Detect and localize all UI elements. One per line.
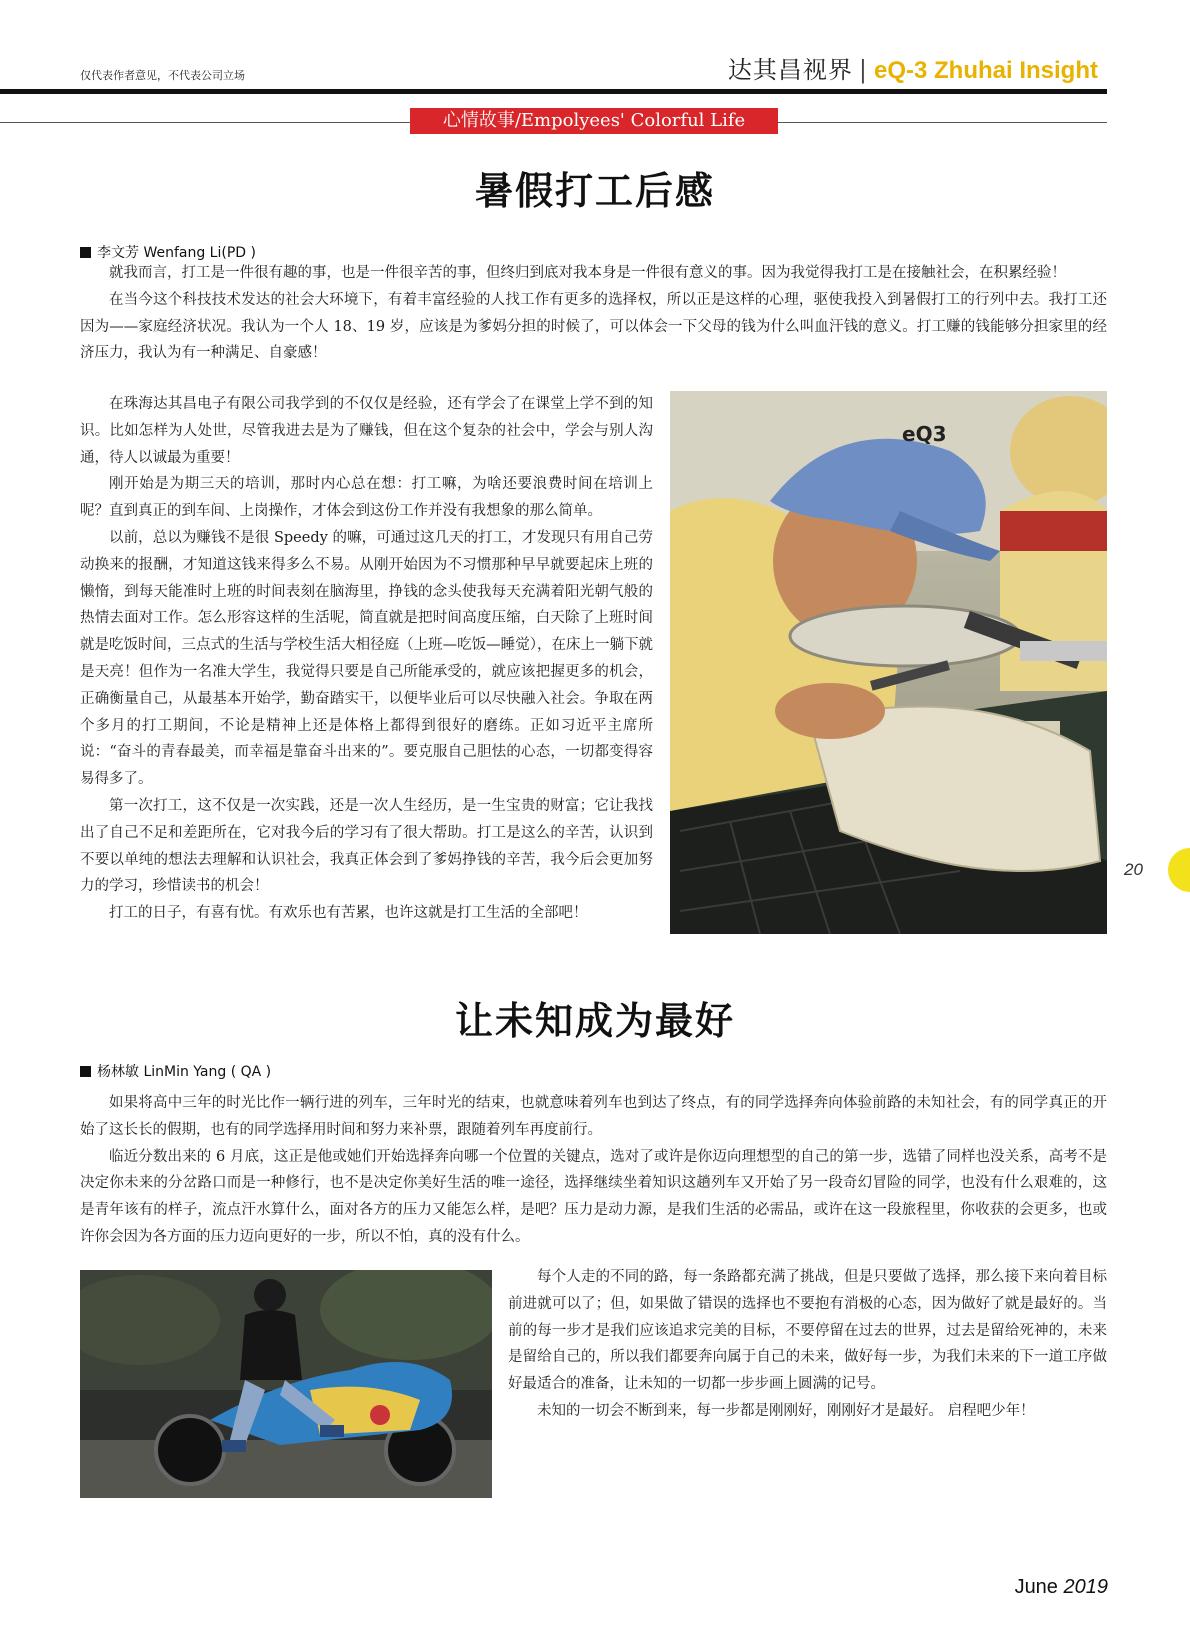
disclaimer-text: 仅代表作者意见，不代表公司立场 xyxy=(80,69,245,82)
brand-cn: 达其昌视界 xyxy=(727,56,853,84)
brand-separator: | xyxy=(858,56,868,84)
article1-title: 暑假打工后感 xyxy=(474,169,715,213)
article1-col-p4: 第一次打工，这不仅是一次实践，还是一次人生经历，是一生宝贵的财富；它让我找出了自己不足和差距所在，它对我今后的学习有了很大帮助。打工是这么的辛苦，认识到不要以单纯的想法去理解和认识社会，我真正体会到了爹妈挣钱的辛苦，我今后会更加努力的学习，珍惜读书的机会！ xyxy=(80,797,653,895)
brand-masthead xyxy=(728,50,1098,85)
factory-worker-illustration xyxy=(670,391,1107,934)
issue-date xyxy=(1015,1576,1108,1599)
article1-col-p1: 在珠海达其昌电子有限公司我学到的不仅仅是经验，还有学会了在课堂上学不到的知识。比如怎样为人处世，尽管我进去是为了赚钱，但在这个复杂的社会中，学会与别人沟通，待人以诚最为重要！ xyxy=(80,396,653,466)
page-tab-marker xyxy=(1168,848,1190,892)
article1-col-p3: 以前，总以为赚钱不是很 Speedy 的嘛，可通过这几天的打工，才发现只有用自己劳动换来的报酬，才知道这钱来得多么不易。从刚开始因为不习惯那种早早就要起床上班的懒惰，到每天能准时上班的时间表刻在脑海里，挣钱的念头使我每天充满着阳光朝气般的热情去面对工作。怎么形容这样的生活呢，简直就是把时间高度压缩，白天除了上班时间就是吃饭时间，三点式的生活与学校生活大相径庭（上班—吃饭—睡觉），在床上一躺下就是天亮！但作为一名准大学生，我觉得只要是自己所能承受的，就应该把握更多的机会，正确衡量自己，从最基本开始学，勤奋踏实干，以便毕业后可以尽快融入社会。争取在两个多月的打工期间，不论是精神上还是体格上都得到很好的磨练。正如习近平主席所说：“奋斗的青春最美，而幸福是靠奋斗出来的”。要克服自己胆怯的心态，一切都变得容易得多了。 xyxy=(80,529,653,788)
bullet-square-icon xyxy=(80,247,91,258)
article1-intro-p1: 就我而言，打工是一件很有趣的事，也是一件很辛苦的事，但终归到底对我本身是一件很有意义的事。因为我觉得我打工是在接触社会，在积累经验！ xyxy=(109,265,1066,281)
article1-col-p5: 打工的日子，有喜有忧。有欢乐也有苦累，也许这就是打工生活的全部吧！ xyxy=(109,905,588,922)
article2-intro xyxy=(80,1090,1107,1251)
article2-title: 让未知成为最好 xyxy=(454,999,735,1043)
issue-year: 2019 xyxy=(1063,1576,1108,1598)
brand-en: eQ-3 Zhuhai Insight xyxy=(873,57,1098,84)
header-rule-thick xyxy=(0,89,1107,94)
factory-worker-photo xyxy=(670,391,1107,934)
article1-column xyxy=(80,391,653,927)
article1-author xyxy=(80,242,256,262)
cap-logo-text: eQ3 xyxy=(902,422,947,446)
page-number: 20 xyxy=(1124,860,1143,879)
article1-intro xyxy=(80,260,1107,367)
article2-author-name: 杨林敏 LinMin Yang ( QA ) xyxy=(97,1064,272,1080)
article2-author xyxy=(80,1061,271,1081)
motorcycle-photo xyxy=(80,1270,492,1498)
article2-intro-p1: 如果将高中三年的时光比作一辆行进的列车，三年时光的结束，也就意味着列车也到达了终点，有的同学选择奔向体验前路的未知社会，有的同学真正的开始了这长长的假期，也有的同学选择用时间和努力来补票，跟随着列车再度前行。 xyxy=(80,1095,1107,1138)
motorcycle-illustration xyxy=(80,1270,492,1498)
section-banner: 心情故事/Empolyees' Colorful Life xyxy=(410,108,778,134)
bullet-square-icon xyxy=(80,1066,91,1077)
article2-column xyxy=(508,1264,1107,1425)
article2-col-p1: 每个人走的不同的路，每一条路都充满了挑战，但是只要做了选择，那么接下来向着目标前进就可以了；但，如果做了错误的选择也不要抱有消极的心态，因为做好了就是最好的。当前的每一步才是我们应该追求完美的目标，不要停留在过去的世界，过去是留给死神的，未来是留给自己的，所以我们都要奔向属于自己的未来，做好每一步，为我们未来的下一道工序做好最适合的准备，让未知的一切都一步步画上圆满的记号。 xyxy=(508,1269,1107,1393)
article1-col-p2: 刚开始是为期三天的培训，那时内心总在想：打工嘛，为啥还要浪费时间在培训上呢？直到真正的到车间、上岗操作，才体会到这份工作并没有我想象的那么简单。 xyxy=(80,476,653,520)
article1-intro-p2: 在当今这个科技技术发达的社会大环境下，有着丰富经验的人找工作有更多的选择权，所以正是这样的心理，驱使我投入到暑假打工的行列中去。我打工还因为——家庭经济状况。我认为一个人 18、19 岁，应该是为爹妈分担的时候了，可以体会一下父母的钱为什么叫血汗钱的意义。打工赚的钱能够分担家里的经济压力，我认为有一种满足、自豪感！ xyxy=(80,291,1107,362)
article2-intro-p2: 临近分数出来的 6 月底，这正是他或她们开始选择奔向哪一个位置的关键点，选对了或许是你迈向理想型的自己的第一步，选错了同样也没关系，高考不是决定你未来的分岔路口而是一种修行，也不是决定你美好生活的唯一途径，选择继续坐着知识这趟列车又开始了另一段奇幻冒险的同学，也没有什么艰难的，这是青年该有的样子，流点汗水算什么，面对各方的压力又能怎么样，是吧？压力是动力源，是我们生活的必需品，或许在这一段旅程里，你收获的会更多，也或许你会因为各方面的压力迈向更好的一步，所以不怕，真的没有什么。 xyxy=(80,1148,1107,1245)
article1-author-name: 李文芳 Wenfang Li(PD ) xyxy=(97,245,256,261)
article2-col-p2: 未知的一切会不断到来，每一步都是刚刚好，刚刚好才是最好。 启程吧少年！ xyxy=(537,1402,1035,1419)
issue-month: June xyxy=(1014,1576,1058,1598)
